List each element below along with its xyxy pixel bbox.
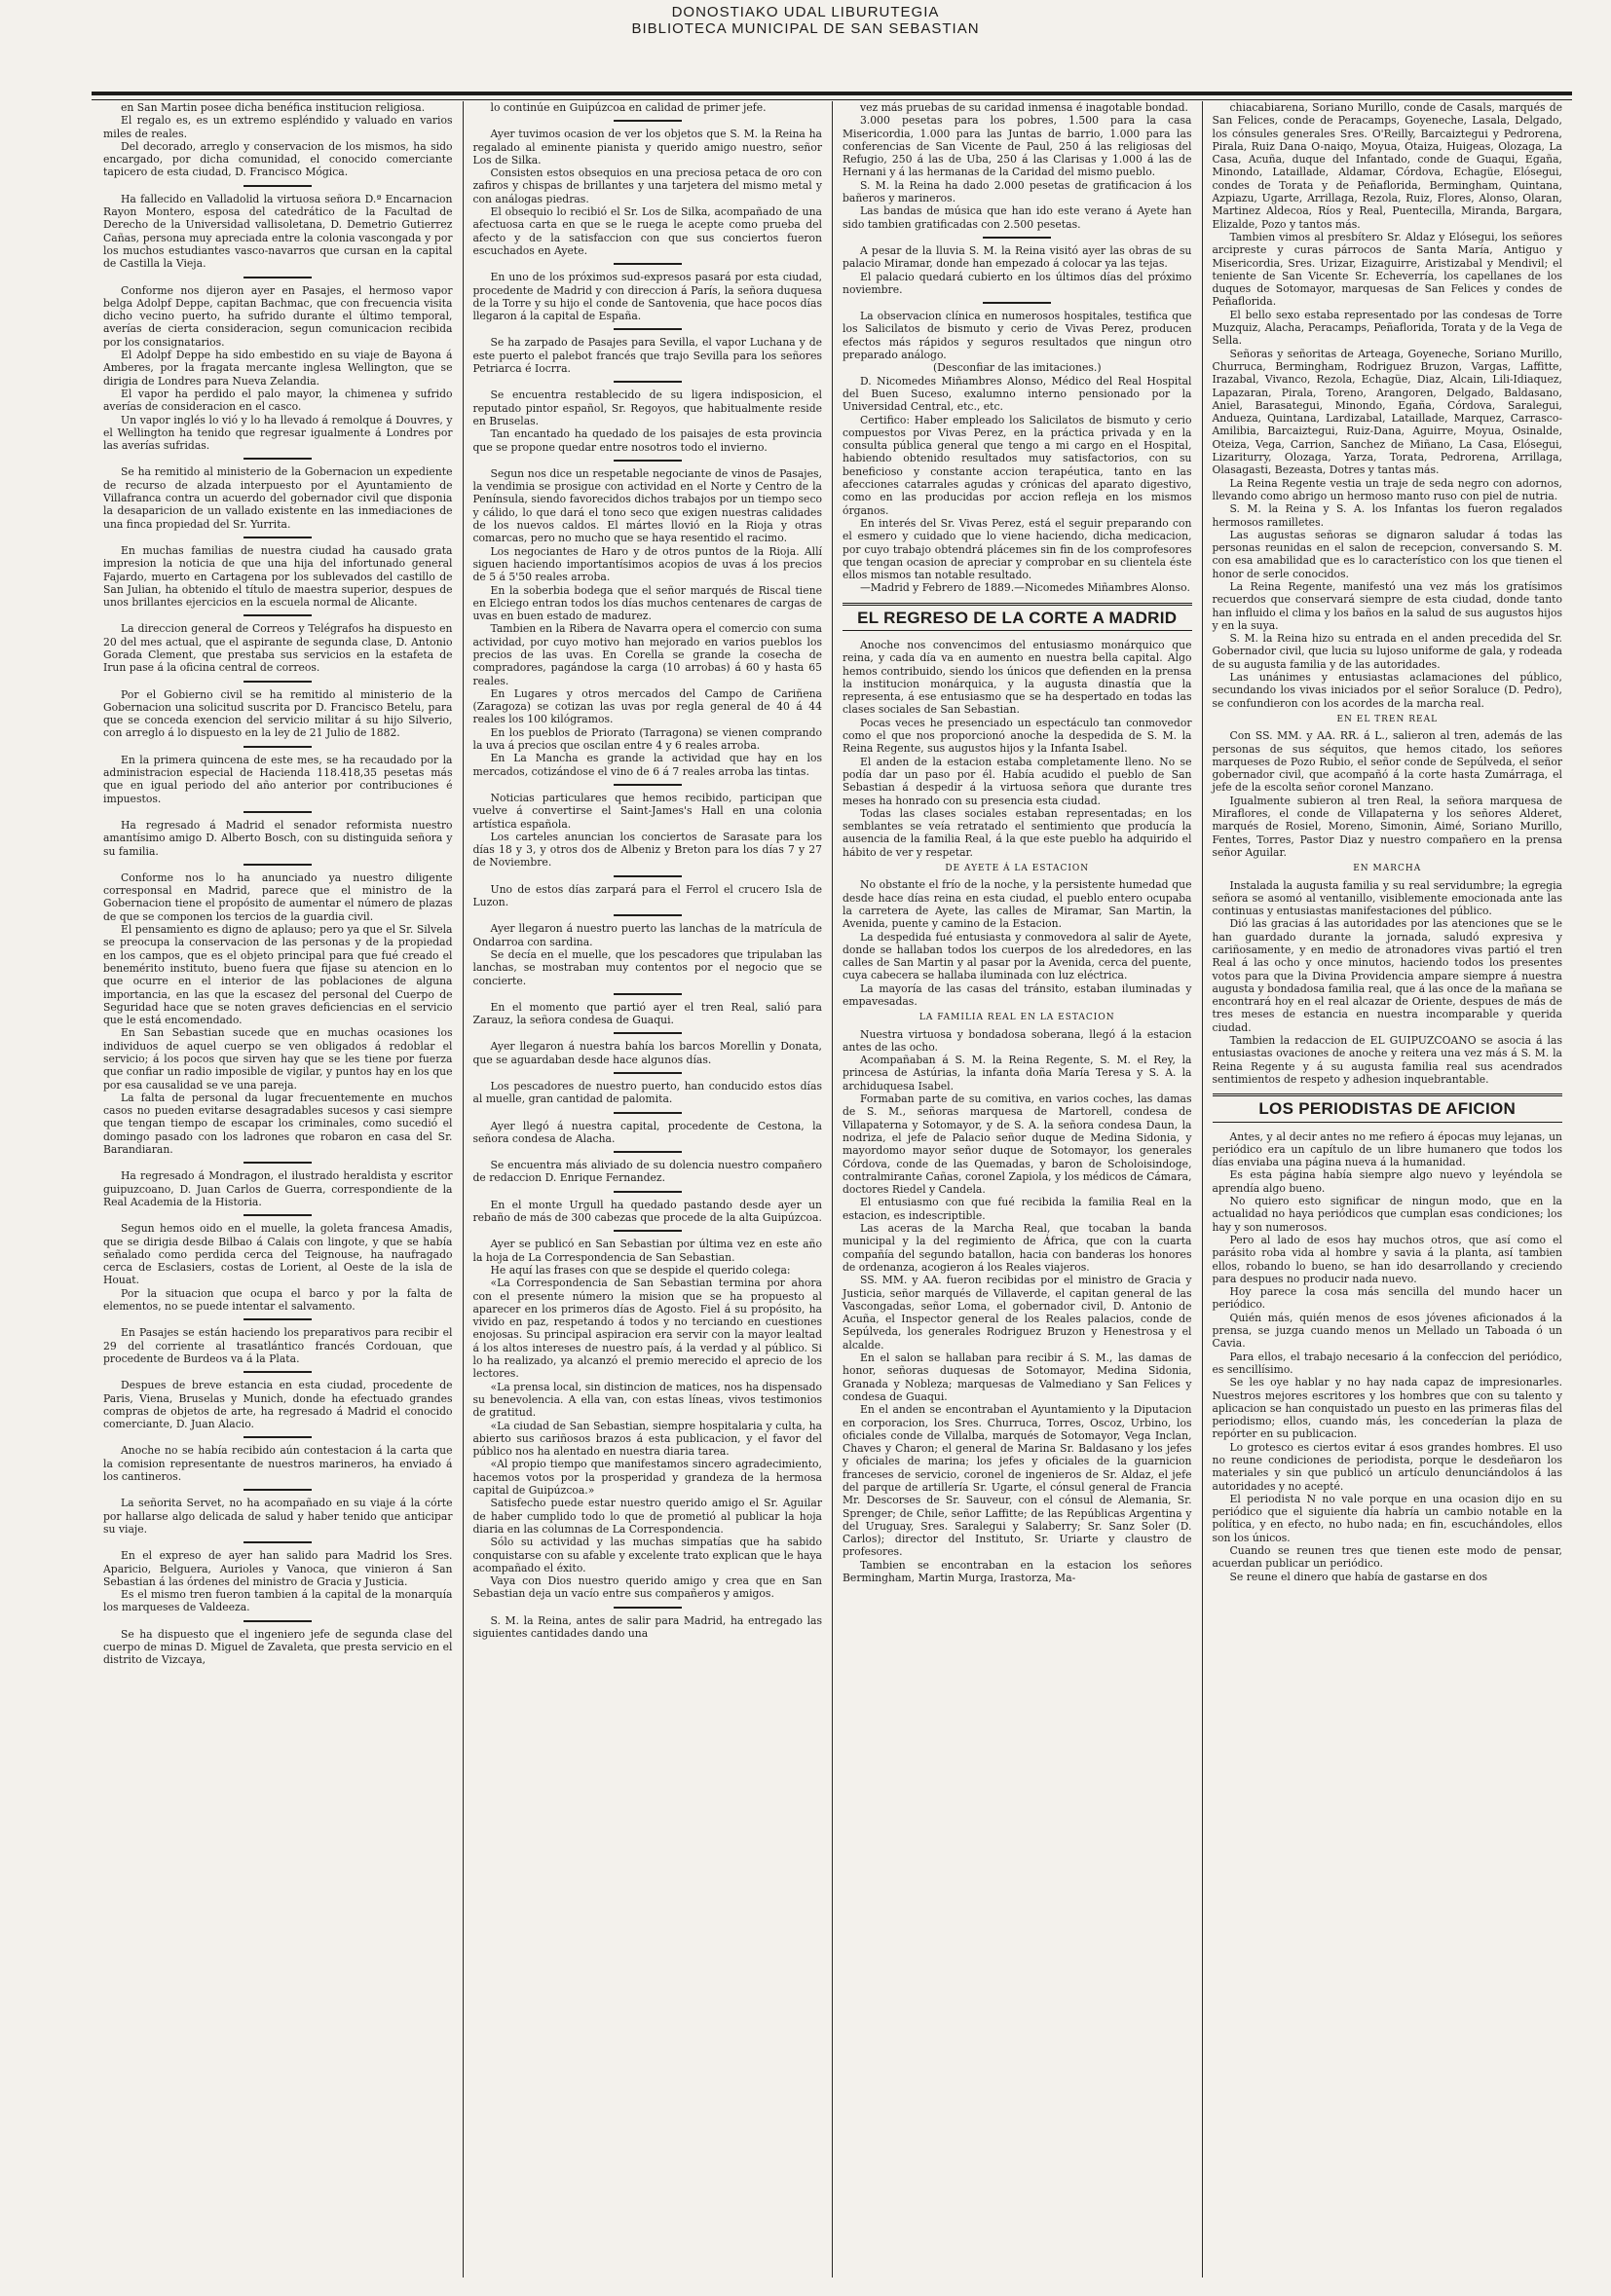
paragraph: A pesar de la lluvia S. M. la Reina visitó ayer las obras de su palacio Miramar, donde han empezado á colocar ya las tejas. xyxy=(843,243,1192,271)
paragraph: Con SS. MM. y AA. RR. á L., salieron al tren, además de las personas de sus séquitos, que hemos citado, los señores marqueses de Pozo Rubio, el señor conde de Sepúlveda, el señor gobernador civil, que acompañó á la corte hasta Zumárraga, el jefe de la escolta señor coronel Manzano. xyxy=(1212,729,1562,795)
paragraph: Acompañaban á S. M. la Reina Regente, S. M. el Rey, la princesa de Astúrias, la infanta doña María Teresa y S. A. la archiduquesa Isabel. xyxy=(843,1054,1192,1092)
paragraph: Ha fallecido en Valladolid la virtuosa señora D.ª Encarnacion Rayon Montero, esposa del catedrático de la Facultad de Derecho de la Universidad vallisoletana, D. Demetrio Gutierrez Cañas, persona muy apreciada entre la colonia vascongada y por los muchos estudiantes vasco-navarros que cursan en la capital de Castilla la Vieja. xyxy=(103,192,453,271)
paragraph: SS. MM. y AA. fueron recibidas por el ministro de Gracia y Justicia, señor marqués de Villaverde, el capitan general de las Vascongadas, señor Loma, el gobernador civil, D. Antonio de Acuña, el Inspector general de los Reales palacios, conde de Sepúlveda, los generales Rodriguez Bruzon y Henestrosa y el alcalde. xyxy=(843,1274,1192,1352)
library-name-spanish: BIBLIOTECA MUNICIPAL DE SAN SEBASTIAN xyxy=(631,20,980,37)
paragraph: En La Mancha es grande la actividad que hay en los mercados, cotizándose el vino de 6 á 7 reales arroba las tintas. xyxy=(472,752,822,778)
separator xyxy=(244,1489,312,1491)
paragraph: La falta de personal da lugar frecuentemente en muchos casos no pueden evitarse desagradables sucesos y casi siempre que tengan tiempo de escapar los criminales, como sucedió el domingo pasado con los ladrones que robaron en casa del Sr. Barandiaran. xyxy=(103,1091,453,1157)
paragraph: S. M. la Reina y S. A. los Infantas los fueron regalados hermosos ramilletes. xyxy=(1212,502,1562,529)
separator xyxy=(244,1318,312,1320)
top-rule xyxy=(92,92,1572,95)
separator xyxy=(244,864,312,866)
paragraph: En el anden se encontraban el Ayuntamiento y la Diputacion en corporacion, los Sres. Churruca, Torres, Oscoz, Urbino, los oficiales conde de Villalba, marqués de Sotomayor, Vega Inclan, Chaves y Charon; el general de Marina Sr. Baldasano y los jefes y oficiales de marina; los jefes y oficiales de la guarnicion franceses de servicio, coronel de ingenieros de Sr. Aldaz, el jefe del parque de artillería Sr. Ugarte, el cónsul general de Francia Mr. Descorses de Sr. Sauveur, con el cónsul de Alemania, Sr. Sprenger; de Chile, señor Laffitte; de las Repúblicas Argentina y del Uruguay, Sres. Saralegui y Salaberry; Sr. Sanz Soler (D. Carlos); director del Instituto, Sr. Uriarte y claustro de profesores. xyxy=(843,1403,1192,1559)
paragraph: Un vapor inglés lo vió y lo ha llevado á remolque á Douvres, y el Wellington ha tenido que regresar igualmente á Londres por las averías sufridas. xyxy=(103,413,453,453)
paragraph: El periodista N no vale porque en una ocasion dijo en su periódico que el siguiente día habría un cambio notable en la política, y en efecto, no hubo nada; en fin, escuchándoles, ellos son los únicos. xyxy=(1212,1492,1562,1544)
paragraph: «La ciudad de San Sebastian, siempre hospitalaria y culta, ha abierto sus cariñosos brazos á esta publicacion, y el favor del público nos ha alentado en nuestra diaria tarea. xyxy=(472,1419,822,1459)
paragraph: Conforme nos dijeron ayer en Pasajes, el hermoso vapor belga Adolpf Deppe, capitan Bachmac, que con frecuencia visita dicho vecino puerto, ha sufrido durante el último temporal, averías de cierta consideracion, segun comunicacion recibida por los consignatarios. xyxy=(103,283,453,349)
separator xyxy=(244,185,312,187)
paragraph: Tambien en la Ribera de Navarra opera el comercio con suma actividad, por cuyo motivo han mejorado en varios pueblos los precios de las uvas. En Corella se grande la cosecha de compradores, pagándose la carga (10 arrobas) á 60 y hasta 65 reales. xyxy=(472,622,822,687)
subheading: DE AYETE Á LA ESTACION xyxy=(945,864,1090,874)
paragraph: Los pescadores de nuestro puerto, han conducido estos días al muelle, gran cantidad de palomita. xyxy=(472,1080,822,1106)
paragraph: En Lugares y otros mercados del Campo de Cariñena (Zaragoza) se cotizan las uvas por regla general de 40 á 44 reales los 100 kilógramos. xyxy=(472,686,822,726)
paragraph: El entusiasmo con que fué recibida la familia Real en la estacion, es indescriptible. xyxy=(843,1196,1192,1222)
paragraph: La Reina Regente vestia un traje de seda negro con adornos, llevando como abrigo un hermoso manto ruso con piel de nutria. xyxy=(1212,476,1562,502)
separator xyxy=(244,1541,312,1543)
paragraph: S. M. la Reina ha dado 2.000 pesetas de gratificacion á los bañeros y marineros. xyxy=(843,178,1192,205)
separator xyxy=(244,537,312,538)
paragraph: En San Sebastian sucede que en muchas ocasiones los individuos de aquel cuerpo se ven obligados á redoblar el servicio; á los pocos que sirven hay que se les tiene por fuerza que confiar un radio imposible de vigilar, y puntos hay en los que por esa causalidad se ve una pareja. xyxy=(103,1026,453,1092)
paragraph: Anoche no se había recibido aún contestacion á la carta que la comision representante de nuestros marineros, ha enviado á los cantineros. xyxy=(103,1444,453,1484)
paragraph: «La Correspondencia de San Sebastian termina por ahora con el presente número la mision que se ha propuesto al aparecer en los primeros días de Agosto. Fiel á su propósito, ha vivido en paz, respetando á todos y no terciando en cuestiones enojosas. Su principal aspiracion era servir con la mayor lealtad á los altos intereses de nuestro país, á la verdad y al público. Si lo ha realizado, ya alcanzó el premio merecido el aprecio de los lectores. xyxy=(472,1277,822,1381)
separator xyxy=(614,1230,682,1232)
paragraph: El pensamiento es digno de aplauso; pero ya que el Sr. Silvela se preocupa la conservacion de las personas y de la propiedad en los campos, que es el objeto principal para que fué creado el benemérito instituto, bueno fuera que fijase su atencion en lo que ocurre en el interior de las poblaciones de alguna importancia, en las que la escasez del personal del Cuerpo de Seguridad hace que se noten graves deficiencias en el servicio que le está encomendado. xyxy=(103,923,453,1027)
paragraph: En uno de los próximos sud-expresos pasará por esta ciudad, procedente de Madrid y con direccion á París, la señora duquesa de la Torre y su hijo el conde de Santovenia, que hace pocos días llegaron á la capital de España. xyxy=(472,271,822,323)
subheading: EN EL TREN REAL xyxy=(1336,714,1439,724)
paragraph: En el monte Urgull ha quedado pastando desde ayer un rebaño de más de 300 cabezas que procede de la alta Guipúzcoa. xyxy=(472,1198,822,1225)
paragraph: He aquí las frases con que se despide el querido colega: xyxy=(490,1263,791,1277)
paragraph: Quién más, quién menos de esos jóvenes aficionados á la prensa, se juzga cuando menos un Mellado un Taboada ó un Cavia. xyxy=(1212,1311,1562,1351)
newspaper-columns xyxy=(94,101,1572,2277)
separator xyxy=(244,811,312,813)
paragraph: Satisfecho puede estar nuestro querido amigo el Sr. Aguilar de haber cumplido todo lo que de prometió al publicar la hoja diaria en las columnas de La Correspondencia. xyxy=(472,1497,822,1536)
separator xyxy=(614,460,682,462)
headline-regreso-corte: EL REGRESO DE LA CORTE A MADRID xyxy=(843,603,1192,631)
paragraph: Vaya con Dios nuestro querido amigo y crea que en San Sebastian deja un vacío entre sus compañeros y amigos. xyxy=(472,1574,822,1601)
paragraph: Los negociantes de Haro y de otros puntos de la Rioja. Allí siguen haciendo importantísimos acopios de uvas á los precios de 5 á 5'50 reales arroba. xyxy=(472,544,822,584)
paragraph: Se encuentra más aliviado de su dolencia nuestro compañero de redaccion D. Enrique Fernandez. xyxy=(472,1159,822,1185)
separator xyxy=(983,302,1051,304)
paragraph: Certifico: Haber empleado los Salicilatos de bismuto y cerio compuestos por Vivas Perez, en la práctica privada y en la consulta pública general que tengo a mi cargo en el Hospital, habiendo obtenido resultados muy satisfactorios, con su beneficioso y constante accion terapéutica, tanto en las afecciones catarrales agudas y crónicas del aparato digestivo, como en las producidas por accion refleja en los mismos órganos. xyxy=(843,413,1192,517)
separator xyxy=(244,681,312,683)
paragraph: La señorita Servet, no ha acompañado en su viaje á la córte por hallarse algo delicada de salud y haber tenido que anticipar su viaje. xyxy=(103,1497,453,1536)
paragraph: En el momento que partió ayer el tren Real, salió para Zarauz, la señora condesa de Guaqui. xyxy=(472,1000,822,1027)
paragraph: El bello sexo estaba representado por las condesas de Torre Muzquiz, Alacha, Peracamps, Peñaflorida, Torata y de la Vega de Sella. xyxy=(1212,308,1562,348)
paragraph: No quiero esto significar de ningun modo, que en la actualidad no haya periódicos que cumplan esas condiciones; los hay y son numerosos. xyxy=(1212,1195,1562,1234)
paragraph: En el expreso de ayer han salido para Madrid los Sres. Aparicio, Belguera, Aurioles y Vanoca, que vinieron á San Sebastian á las órdenes del ministro de Gracia y Justicia. xyxy=(103,1549,453,1588)
paragraph: Se encuentra restablecido de su ligera indisposicion, el reputado pintor español, Sr. Regoyos, que habitualmente reside en Bruselas. xyxy=(472,389,822,427)
paragraph: Lo grotesco es ciertos evitar á esos grandes hombres. El uso no reune condiciones de periodista, porque le desdeñaron los materiales y sin que publicó un artículo denunciándolos á las autoridades y no acepté. xyxy=(1212,1440,1562,1493)
paragraph: Tambien vimos al presbítero Sr. Aldaz y Elósegui, los señores arcipreste y curas párrocos de Santa María, Antiguo y Misericordia, Sres. Urizar, Eizaguirre, Aristizabal y Mendivil; el teniente de San Vicente Sr. Echeverría, los capellanes de los duques de Sotomayor, marquesas de San Felices y condes de Peñaflorida. xyxy=(1212,230,1562,309)
paragraph: «Al propio tiempo que manifestamos sincero agradecimiento, hacemos votos por la prosperidad y grandeza de la hermosa capital de Guipúzcoa.» xyxy=(472,1458,822,1498)
separator xyxy=(614,120,682,122)
paragraph: El Adolpf Deppe ha sido embestido en su viaje de Bayona á Amberes, por la fragata mercante inglesa Wellington, que se dirigia de Londres para Nueva Zelandia. xyxy=(103,349,453,388)
paragraph: Es el mismo tren fueron tambien á la capital de la monarquía los marqueses de Valdeeza. xyxy=(103,1588,453,1614)
paragraph: Ayer se publicó en San Sebastian por última vez en este año la hoja de La Correspondencia de San Sebastian. xyxy=(472,1238,822,1264)
paragraph: Tambien la redaccion de EL GUIPUZCOANO se asocia á las entusiastas ovaciones de anoche y reitera una vez más á S. M. la Reina Regente y á su augusta familia real sus acendrados sentimientos de respeto y adhesion inquebrantable. xyxy=(1212,1034,1562,1086)
separator xyxy=(244,1214,312,1216)
paragraph: Tambien se encontraban en la estacion los señores Bermingham, Martin Murga, Irastorza, Ma- xyxy=(843,1558,1192,1585)
paragraph: S. M. la Reina, antes de salir para Madrid, ha entregado las siguientes cantidades dando una xyxy=(472,1613,822,1640)
separator xyxy=(614,381,682,383)
paragraph: 3.000 pesetas para los pobres, 1.500 para la casa Misericordia, 1.000 para las Juntas de barrio, 1.000 para las conferencias de San Vicente de Paul, 250 á las religiosas del Refugio, 250 á las de Uba, 250 á las Clarisas y 1.000 á las de Hernani y á las hermanas de la Caridad del mismo pueblo. xyxy=(843,114,1192,179)
separator xyxy=(244,1436,312,1438)
paragraph: En muchas familias de nuestra ciudad ha causado grata impresion la noticia de que una hija del infortunado general Fajardo, muerto en Cartagena por los sublevados del castillo de San Julian, ha obtenido el título de maestra superior, despues de unos brillantes ejercicios en la escuela normal de Alicante. xyxy=(103,543,453,610)
paragraph: En los pueblos de Priorato (Tarragona) se vienen comprando la uva á precios que oscilan entre 4 y 6 reales arroba. xyxy=(472,725,822,753)
paragraph: Todas las clases sociales estaban representadas; en los semblantes se veía retratado el sentimiento que producía la ausencia de la familia Real, á la que este pueblo ha adquirido el hábito de ver y respetar. xyxy=(843,806,1192,859)
paragraph: Antes, y al decir antes no me refiero á épocas muy lejanas, un periódico era un capítulo de un libre humanero que todos los días enviaba una página nueva á la humanidad. xyxy=(1212,1129,1562,1169)
paragraph: Se les oye hablar y no hay nada capaz de impresionarles. Nuestros mejores escritores y los hombres que con su talento y aplicacion se han conquistado un puesto en las primeras filas del periodismo; ellos, cuando más, les concederían la plaza de repórter en su publicacion. xyxy=(1212,1376,1562,1441)
paragraph: Señoras y señoritas de Arteaga, Goyeneche, Soriano Murillo, Churruca, Bermingham, Rodriguez Bruzon, Vargas, Laffitte, Irazabal, Vivanco, Rezola, Echagüe, Diaz, Alcain, Lili-Idiaquez, Lapazaran, Pirala, Toreno, Arangoren, Delgado, Baldasano, Aniel, Barasategui, Minondo, Egaña, Córdova, Saralegui, Andueza, Quintana, Lardizabal, Lataillade, Marquez, Carrasco-Amilibia, Barcaiztegui, Ruiz-Dana, Aguirre, Moyua, Osinalde, Oteiza, Vega, Carrion, Sanchez de Miñano, La Casa, Elósegui, Lizariturry, Olozaga, Yarza, Torata, Pedrorena, Arrillaga, Olasagasti, Bezeasta, Dotres y tantas más. xyxy=(1212,347,1562,477)
paragraph: —Madrid y Febrero de 1889.—Nicomedes Miñambres Alonso. xyxy=(860,581,1190,595)
library-name-basque: DONOSTIAKO UDAL LIBURUTEGIA xyxy=(671,4,940,20)
separator xyxy=(244,614,312,616)
paragraph: lo continúe en Guipúzcoa en calidad de primer jefe. xyxy=(490,101,767,114)
column-2 xyxy=(464,101,834,2277)
paragraph: Las bandas de música que han ido este verano á Ayete han sido tambien gratificadas con 2.500 pesetas. xyxy=(843,204,1192,231)
separator xyxy=(614,914,682,916)
paragraph: Se reune el dinero que había de gastarse en dos xyxy=(1229,1570,1488,1583)
paragraph: Tan encantado ha quedado de los paisajes de esta provincia que se propone quedar entre nosotros todo el invierno. xyxy=(472,427,822,454)
paragraph: La despedida fué entusiasta y conmovedora al salir de Ayete, donde se hallaban todos los cuerpos de los alrededores, en las calles de San Martin y al pasar por la Avenida, cerca del puente, cuya cabecera se hallaba iluminada con luz eléctrica. xyxy=(843,930,1192,982)
separator xyxy=(614,1032,682,1034)
paragraph: No obstante el frío de la noche, y la persistente humedad que desde hace días reina en esta ciudad, el pueblo entero ocupaba la carretera de Ayete, las calles de Miramar, San Martin, la Avenida, puente y camino de la Estacion. xyxy=(843,878,1192,931)
paragraph: Se ha zarpado de Pasajes para Sevilla, el vapor Luchana y de este puerto el palebot francés que trajo Sevilla para los señores Petriarca é Iocrra. xyxy=(472,336,822,376)
paragraph: Dió las gracias á las autoridades por las atenciones que se le han guardado durante la jornada, saludó expresiva y cariñosamente, y en medio de atronadores vivas partió el tren Real á las ocho y once minutos, haciendo todos los presentes votos para que la Divina Providencia ampare siempre á nuestra augusta y bondadosa familia real, que á las once de la mañana se encontrará hoy en el real alcazar de Oriente, despues de más de tres meses de estancia en nuestra incomparable y querida ciudad. xyxy=(1212,917,1562,1034)
column-3 xyxy=(833,101,1203,2277)
separator xyxy=(244,1162,312,1164)
paragraph: vez más pruebas de su caridad inmensa é inagotable bondad. xyxy=(860,101,1188,114)
paragraph: «La prensa local, sin distincion de matices, nos ha dispensado su benevolencia. A ella van, con estas líneas, vivos testimonios de gratitud. xyxy=(472,1380,822,1420)
paragraph: Las augustas señoras se dignaron saludar á todas las personas reunidas en el salon de recepcion, conversando S. M. con esa amabilidad que es lo característico con los que tienen el honor de serle conocidos. xyxy=(1212,528,1562,580)
paragraph: Las aceras de la Marcha Real, que tocaban la banda municipal y la del regimiento de África, que con la cuarta compañía del segundo batallon, hacia con banderas los honores de ordenanza, acogieron á los Reales viajeros. xyxy=(843,1222,1192,1274)
paragraph: Segun hemos oido en el muelle, la goleta francesa Amadis, que se dirigia desde Bilbao á Calais con lingote, y que se había señalado como perdida cerca del Teignouse, ha naufragado cerca de Esclasiers, costas de Lorient, al Oeste de la isla de Houat. xyxy=(103,1222,453,1287)
paragraph: chiacabiarena, Soriano Murillo, conde de Casals, marqués de San Felices, conde de Peracamps, Goyeneche, Lasala, Delgado, los cónsules generales Sres. O'Reilly, Barcaiztegui y Pedrorena, Pirala, Ruiz Dana O-naiqo, Moyua, Otaiza, Huigeas, Olozaga, La Casa, Acuña, duque del Infantado, conde de Guaqui, Egaña, Minondo, Lataillade, Aldamar, Córdova, Echagüe, Elósegui, condes de Torata y de Peñaflorida, Bermingham, Quintana, Azpiazu, Ugarte, Arrillaga, Rezola, Ruiz, Flores, Alonso, Olaran, Martinez Aldecoa, Ríos y Real, Puentecilla, Miranda, Bargara, Elizalde, Pozo y tantos más. xyxy=(1212,101,1562,231)
separator xyxy=(614,1112,682,1114)
separator xyxy=(614,1151,682,1153)
paragraph: Segun nos dice un respetable negociante de vinos de Pasajes, la vendimia se prosigue con actividad en el Norte y Centro de la Península, siendo favorecidos dichos trabajos por un tiempo seco y cálido, lo que dará el tono seco que exigen nuestras calidades de los nuevos caldos. El mártes llovió en la Rioja y otras comarcas, pero no mucho que se haya resentido el racimo. xyxy=(472,466,822,545)
paragraph: En interés del Sr. Vivas Perez, está el seguir preparando con el esmero y cuidado que lo viene haciendo, dicha medicacion, por cuyo trabajo obtendrá plácemes sin fin de los comprofesores que tengan ocasion de apreciar y comprobar en su clientela éste ellos mismos tan notable resultado. xyxy=(843,516,1192,582)
separator xyxy=(614,784,682,786)
paragraph: Para ellos, el trabajo necesario á la confeccion del periódico, es sencillísimo. xyxy=(1212,1350,1562,1376)
paragraph: La observacion clínica en numerosos hospitales, testifica que los Salicilatos de bismuto y cerio de Vivas Perez, producen efectos más rápidos y seguros resultados que ningun otro preparado análogo. xyxy=(843,310,1192,362)
paragraph: Por la situacion que ocupa el barco y por la falta de elementos, no se puede intentar el salvamento. xyxy=(103,1286,453,1314)
headline-periodistas-aficion: LOS PERIODISTAS DE AFICION xyxy=(1213,1093,1563,1122)
paragraph: Ayer llegaron á nuestro puerto las lanchas de la matrícula de Ondarroa con sardina. xyxy=(472,922,822,948)
paragraph: Uno de estos días zarpará para el Ferrol el crucero Isla de Luzon. xyxy=(472,882,822,909)
subheading: LA FAMILIA REAL EN LA ESTACION xyxy=(918,1013,1115,1023)
paragraph: Sólo su actividad y las muchas simpatías que ha sabido conquistarse con su afable y excelente trato explican que le haya acompañado el éxito. xyxy=(472,1536,822,1574)
paragraph: Ayer llegó á nuestra capital, procedente de Cestona, la señora condesa de Alacha. xyxy=(472,1119,822,1145)
separator xyxy=(614,328,682,330)
separator xyxy=(614,993,682,995)
paragraph: Por el Gobierno civil se ha remitido al ministerio de la Gobernacion una solicitud suscrita por D. Francisco Betelu, para que se conceda exencion del servicio militar á su hijo Silverio, con arreglo á lo dispuesto en la ley de 21 Julio de 1882. xyxy=(103,687,453,740)
paragraph: En el salon se hallaban para recibir á S. M., las damas de honor, señoras duquesas de Sotomayor, Medina Sidonia, Granada y Nobleza; marquesas de Valmediano y San Felices y condesa de Guaqui. xyxy=(843,1352,1192,1403)
subheading: EN MARCHA xyxy=(1353,864,1422,874)
column-1 xyxy=(94,101,464,2277)
paragraph: Ayer llegaron á nuestra bahía los barcos Morellin y Donata, que se aguardaban desde hace algunos días. xyxy=(472,1040,822,1066)
paragraph: Instalada la augusta familia y su real servidumbre; la egregia señora se asomó al ventanillo, visiblemente emocionada ante las continuas y entusiastas manifestaciones del público. xyxy=(1212,878,1562,918)
column-4 xyxy=(1203,101,1573,2277)
paragraph: Despues de breve estancia en esta ciudad, procedente de Paris, Viena, Bruselas y Munich, donde ha efectuado grandes compras de objetos de arte, ha regresado á Madrid el conocido comerciante, D. Juan Alacio. xyxy=(103,1379,453,1431)
paragraph: Ha regresado á Mondragon, el ilustrado heraldista y escritor guipuzcoano, D. Juan Carlos de Guerra, correspondiente de la Real Academia de la Historia. xyxy=(103,1169,453,1208)
paragraph: En Pasajes se están haciendo los preparativos para recibir el 29 del corriente al trasatlántico francés Cordouan, que procedente de Burdeos va á la Plata. xyxy=(103,1326,453,1365)
paragraph: Formaban parte de su comitiva, en varios coches, las damas de S. M., señoras marquesa de Martorell, condesa de Villapaterna y Sotomayor, y de S. A. la señora condesa Daun, la nodriza, el jefe de Palacio señor duque de Medina Sidonia, y mayordomo mayor señor duque de Sotomayor, los generales Córdova, conde de las Quemadas, y baron de Scholoisindoge, contralmirante Cañas, coronel Zapiola, y los médicos de Cámara, doctores Riedel y Candela. xyxy=(843,1092,1192,1197)
paragraph: Se ha dispuesto que el ingeniero jefe de segunda clase del cuerpo de minas D. Miguel de Zavaleta, que presta servicio en el distrito de Vizcaya, xyxy=(103,1627,453,1667)
paragraph: Cuando se reunen tres que tienen este modo de pensar, acuerdan publicar un periódico. xyxy=(1212,1544,1562,1571)
paragraph: Ayer tuvimos ocasion de ver los objetos que S. M. la Reina ha regalado al eminente pianista y querido amigo nuestro, señor Los de Silka. xyxy=(472,128,822,167)
paragraph: La Reina Regente, manifestó una vez más los gratísimos recuerdos que conservará siempre de esta ciudad, donde tanto han influido el clima y los baños en la salud de sus augustos hijos y en la suya. xyxy=(1212,579,1562,632)
separator xyxy=(614,263,682,265)
separator xyxy=(244,458,312,460)
paragraph: Noticias particulares que hemos recibido, participan que vuelve á convertirse el Saint-James's Hall en una colonia artística española. xyxy=(472,791,822,831)
separator xyxy=(614,875,682,877)
paragraph: Del decorado, arreglo y conservacion de los mismos, ha sido encargado, por dicha comunidad, el conocido comerciante tapicero de esta ciudad, D. Francisco Mógica. xyxy=(103,139,453,179)
paragraph: en San Martin posee dicha benéfica institucion religiosa. xyxy=(121,101,426,114)
separator xyxy=(983,237,1051,239)
separator xyxy=(244,277,312,278)
paragraph: El vapor ha perdido el palo mayor, la chimenea y sufrido averías de consideracion en el casco. xyxy=(103,387,453,414)
library-header xyxy=(0,4,1611,37)
paragraph: El regalo es, es un extremo espléndido y valuado en varios miles de reales. xyxy=(103,114,453,140)
separator xyxy=(614,1191,682,1193)
paragraph: El palacio quedará cubierto en los últimos días del próximo noviembre. xyxy=(843,270,1192,296)
paragraph: La direccion general de Correos y Telégrafos ha dispuesto en 20 del mes actual, que el aspirante de segunda clase, D. Antonio Gorada Clement, que prestaba sus servicios en la estafeta de Irun pase á la oficina central de correos. xyxy=(103,622,453,675)
paragraph: Se decía en el muelle, que los pescadores que tripulaban las lanchas, se mostraban muy contentos por el negocio que se concierte. xyxy=(472,947,822,987)
paragraph: Nuestra virtuosa y bondadosa soberana, llegó á la estacion antes de las ocho. xyxy=(843,1027,1192,1054)
paragraph: Hoy parece la cosa más sencilla del mundo hacer un periódico. xyxy=(1212,1285,1562,1312)
separator xyxy=(244,1620,312,1622)
separator xyxy=(614,1072,682,1074)
paragraph: En la primera quincena de este mes, se ha recaudado por la administracion especial de Hacienda 118.418,35 pesetas más que en igual periodo del año anterior por contribuciones é impuestos. xyxy=(103,753,453,805)
paragraph: D. Nicomedes Miñambres Alonso, Médico del Real Hospital del Buen Suceso, exalumno interno pensionado por la Universidad Central, etc., etc. xyxy=(843,374,1192,414)
paragraph: En la soberbia bodega que el señor marqués de Riscal tiene en Elciego entran todos los días muchos centenares de cargas de uvas en buen estado de madurez. xyxy=(472,583,822,623)
paragraph: S. M. la Reina hizo su entrada en el anden precedida del Sr. Gobernador civil, que lucia su lujoso uniforme de gala, y rodeada de su augusta familia y de las autoridades. xyxy=(1212,632,1562,671)
paragraph: (Desconfiar de las imitaciones.) xyxy=(932,361,1102,375)
paragraph: Los carteles anuncian los conciertos de Sarasate para los días 18 y 3, y otros dos de Albeniz y Breton para los días 7 y 27 de Noviembre. xyxy=(472,830,822,870)
paragraph: El anden de la estacion estaba completamente lleno. No se podía dar un paso por él. Había acudido el pueblo de San Sebastian á despedir á la virtuosa señora que durante tres meses ha honrado con su presencia esta ciudad. xyxy=(843,755,1192,807)
paragraph: Se ha remitido al ministerio de la Gobernacion un expediente de recurso de alzada interpuesto por el Ayuntamiento de Villafranca contra un acuerdo del gobernador civil que disponia la desaparicion de un vallado existente en las inmediaciones de una finca propiedad del Sr. Yurrita. xyxy=(103,465,453,531)
paragraph: La mayoría de las casas del tránsito, estaban iluminadas y empavesadas. xyxy=(843,981,1192,1008)
separator xyxy=(244,1371,312,1373)
paragraph: Igualmente subieron al tren Real, la señora marquesa de Miraflores, el conde de Villapaterna y los señores Alderet, marqués de Rosiel, Moreno, Simonin, Aimé, Soriano Murillo, Fentes, Torres, Pastor Diaz y nuestro compañero en la prensa señor Aguilar. xyxy=(1212,794,1562,859)
paragraph: Consisten estos obsequios en una preciosa petaca de oro con zafiros y chispas de brillantes y una tarjetera del mismo metal y con análogas piedras. xyxy=(472,167,822,205)
paragraph: Pocas veces he presenciado un espectáculo tan conmovedor como el que nos proporcionó anoche la despedida de S. M. la Reina Regente, sus augustos hijos y la Infanta Isabel. xyxy=(843,716,1192,756)
paragraph: Pero al lado de esos hay muchos otros, que así como el parásito roba vida al hombre y savia á la planta, así tambien ellos, robando lo bueno, se han ido desarrollando y creciendo para despues no producir nada nuevo. xyxy=(1212,1233,1562,1285)
paragraph: Conforme nos lo ha anunciado ya nuestro diligente corresponsal en Madrid, parece que el ministro de la Gobernacion tiene el propósito de aumentar el número de plazas de que se componen los tercios de la guardia civil. xyxy=(103,870,453,923)
paragraph: Las unánimes y entusiastas aclamaciones del público, secundando los vivas iniciados por el señor Soraluce (D. Pedro), se confundieron con los acordes de la marcha real. xyxy=(1212,671,1562,710)
paragraph: El obsequio lo recibió el Sr. Los de Silka, acompañado de una afectuosa carta en que se le ruega le acepte como prueba del afecto y de la satisfaccion con que sus conciertos fueron escuchados en Ayete. xyxy=(472,205,822,257)
paragraph: Ha regresado á Madrid el senador reformista nuestro amantísimo amigo D. Alberto Bosch, con su distinguida señora y su familia. xyxy=(103,818,453,858)
separator xyxy=(614,1607,682,1609)
paragraph: Es esta página había siempre algo nuevo y leyéndola se aprendía algo bueno. xyxy=(1212,1168,1562,1195)
paragraph: Anoche nos convencimos del entusiasmo monárquico que reina, y cada día va en aumento en nuestra bella capital. Algo hemos contribuido, siendo los únicos que defienden en la prensa la institucion monárquica, y la augusta dinastía que la representa, á ese entusiasmo que se ha despertado en todas las clases sociales de San Sebastian. xyxy=(843,638,1192,717)
separator xyxy=(244,746,312,748)
